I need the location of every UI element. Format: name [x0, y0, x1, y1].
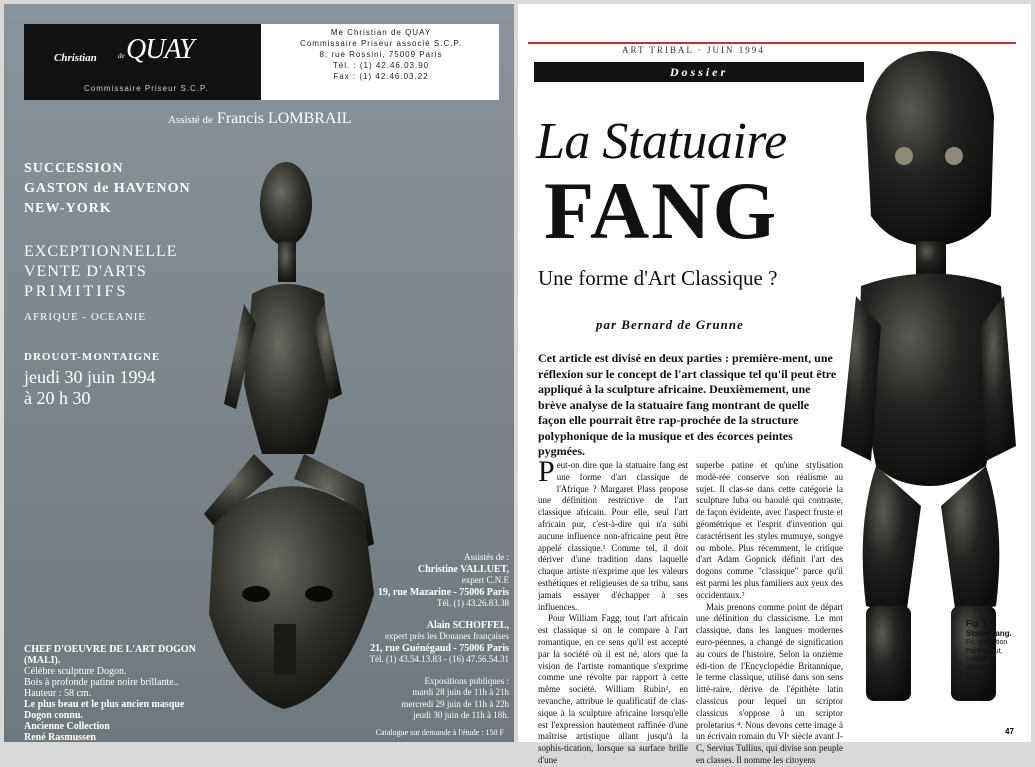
- article-title-line2: FANG: [544, 165, 779, 256]
- header-rule: [528, 42, 1016, 44]
- sale-line: PRIMITIFS: [24, 283, 129, 300]
- dropcap: P: [538, 455, 555, 488]
- masterpiece-bold-line: René Rasmussen: [24, 732, 96, 743]
- caption-line: collection: [966, 656, 996, 663]
- logo-christian: Christian: [54, 52, 97, 64]
- sale-venue: DROUOT-MONTAIGNE: [24, 351, 161, 363]
- masterpiece-line: Bois à profonde patine noire brillante..: [24, 677, 179, 688]
- caption-line: Statue fang.: [966, 628, 1012, 638]
- assistant-line: [168, 110, 352, 128]
- succession-line: NEW-YORK: [24, 201, 112, 216]
- sale-date: [24, 367, 156, 409]
- paragraph: superbe patine et qu'une stylisation modé-rée conserve son réalisme au sujet. Il clas-se dans cette catégorie la sculpture luba ou baoulé qui contraste, de façon évidente, avec l'aspect fruste et géométrique et l'esprit d'invention qui caractérisent les styles mumuye, songye ou mbole. Plus récemment, le critique d'art Adam Gopnick définit l'art des dogons comme "classique" parce qu'il est parmi les plus familiers aux yeux des occidentaux.³: [696, 460, 843, 600]
- expert-name: Alain SCHOFFEL,: [426, 619, 509, 631]
- address-line: Commissaire Priseur associé S.C.P.: [300, 39, 462, 48]
- auctioneer-address: [266, 27, 496, 82]
- date-line: jeudi 30 juin 1994: [24, 367, 156, 387]
- expert-role: expert C.N.E: [461, 575, 509, 585]
- logo-de: de: [118, 52, 125, 60]
- expert-tel: Tél. (1) 43.54.13.83 - (16) 47.56.54.31: [369, 654, 509, 664]
- address-line: Tél. : (1) 42.46.03.90: [332, 61, 430, 70]
- expert-tel: Tél. (1) 43.26.83.38: [437, 598, 509, 608]
- sale-line: VENTE D'ARTS: [24, 263, 147, 280]
- address-line: Me Christian de QUAY: [330, 28, 432, 37]
- expo-line: jeudi 30 juin de 11h à 18h.: [413, 710, 509, 720]
- page-number: 47: [1005, 727, 1014, 736]
- address-line: 8, rue Rossini, 75009 Paris: [319, 50, 443, 59]
- masterpiece-bold-line: Ancienne Collection: [24, 721, 110, 732]
- caption-line: Ex. collection: [966, 639, 1008, 646]
- logo-subtitle: Commissaire Priseur S.C.P.: [84, 84, 209, 93]
- succession-heading: [24, 159, 191, 219]
- date-line: à 20 h 30: [24, 388, 91, 408]
- article-column-2: [696, 460, 843, 767]
- article-lead: Cet article est divisé en deux parties : première-ment, une réflexion sur le concept de l'art classique tel qu'il peut être appliqué à la sculpture africaine. Deuxièmement, une brève analyse de la statuaire fang montrant de quelle façon elle pourrait être rap-prochée de la structure polyphonique de la musique et des écorces peintes pygmées.: [538, 351, 837, 458]
- article-title-line1: La Statuaire: [536, 113, 787, 170]
- paragraph: [538, 455, 688, 613]
- article-column-1: [538, 455, 688, 767]
- article-subtitle: Une forme d'Art Classique ?: [538, 266, 778, 290]
- succession-line: SUCCESSION: [24, 161, 124, 176]
- article-page: [518, 4, 1031, 765]
- assistant-name: Francis LOMBRAIL: [216, 110, 352, 127]
- expert-address: 21, rue Guénégaud - 75006 Paris: [370, 642, 509, 654]
- caption-line: H. 48 cm.: [966, 673, 996, 680]
- auction-advertisement-page: [4, 4, 514, 742]
- expo-title: Expositions publiques :: [424, 675, 509, 686]
- succession-line: GASTON de HAVENON: [24, 181, 191, 196]
- expert-name: Christine VALLUET,: [417, 563, 509, 575]
- sale-line: EXCEPTIONNELLE: [24, 243, 178, 260]
- article-author: par Bernard de Grunne: [596, 317, 744, 332]
- masterpiece-line: Hauteur : 58 cm.: [24, 688, 92, 699]
- expo-line: mardi 28 juin de 11h à 21h: [412, 687, 509, 697]
- address-line: Fax : (1) 42.46.03.22: [333, 72, 429, 81]
- masterpiece-line: Célèbre sculpture Dogon.: [24, 666, 127, 677]
- figure-caption: [966, 620, 1012, 682]
- paragraph: Mais prenons comme point de départ une définition du classicisme. Le mot classique, dans les langues modernes euro-péennes, a changé de signification au cours de l'histoire. Selon la onzième édi-tion de l'Encyclopédie Britannique, le terme classique, utilisé dans son sens litté-raire, dérive de l'épithète latin classicus pour lequel un scriptor classicus s'oppose à un scriptor proletarius ⁴. Nous devons cette image à un écrivain romain du VIᵉ siècle avant J-C, Servius Tullius, qui divise son peuple en classes. Il nomme les citoyens: [696, 601, 843, 765]
- experts-block: [304, 552, 509, 722]
- expo-line: mercredi 29 juin de 11h à 22h: [401, 698, 509, 709]
- paragraph-text: eut-on dire que la statuaire fang est une forme d'art classique de l'Afrique ? Margaret Plass propose une définition restrictive de l'art classique africain. Pour elle, seul l'art africain pur, c'est-à-dire qui n'a subi aucune influence non-africaine peut être appelé classique.¹ Comme tel, il doit dériver d'une tradition dans laquelle chaque artiste n'exprime que les valeurs esthétiques et religieuses de sa tribu, sans jamais essayer d'échapper à ses influences.: [538, 460, 688, 612]
- catalogue-note: Catalogue sur demande à l'étude : 150 F: [375, 728, 504, 737]
- caption-line: Paul Rabut,: [966, 647, 1003, 655]
- section-bar: Dossier: [534, 62, 864, 82]
- masterpiece-title: CHEF D'OEUVRE DE L'ART DOGON (MALI).: [24, 644, 196, 666]
- experts-intro: Assistés de :: [464, 552, 509, 562]
- sale-region: AFRIQUE - OCEANIE: [24, 311, 147, 323]
- caption-line: Fig. 1 :: [966, 619, 992, 628]
- assiste-prefix: Assisté de: [168, 114, 213, 126]
- masterpiece-bold-line: Le plus beau et le plus ancien masque Dogon connu.: [24, 699, 185, 721]
- fang-statue-image: [836, 46, 1016, 716]
- running-header: ART TRIBAL · JUIN 1994: [622, 45, 765, 55]
- sale-title: [24, 242, 178, 302]
- paragraph: Pour William Fagg, tout l'art africain est classique si on le compare à l'art romantique, en ce sens qu'il est accepté par la société où il est né, alors que la vision de l'artiste romantique s'exprime comme une révolte par rapport à cette même société. William Rubin², en revanche, attribue le qualificatif de clas-sique à la sculpture africaine lorsqu'elle est l'expression hautement raffinée d'une maîtrise artistique allant jusqu'à la sophis-tication, lorsque sa surface brille d'une: [538, 613, 688, 765]
- logo-quay: QUAY: [126, 34, 194, 65]
- masterpiece-description: [24, 644, 214, 743]
- caption-line: Arman.: [966, 664, 989, 672]
- expert-address: 19, rue Mazarine - 75006 Paris: [377, 586, 509, 598]
- expert-role: expert près les Douanes françaises: [385, 631, 509, 641]
